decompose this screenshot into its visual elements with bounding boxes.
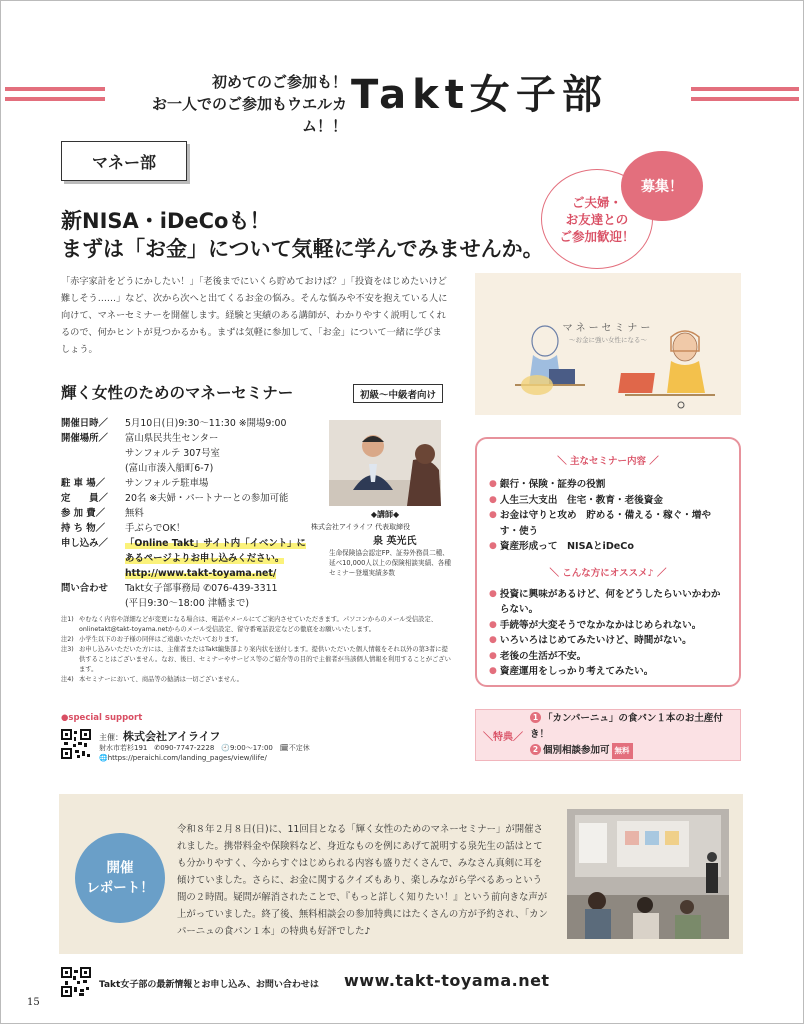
- headline-line-1: 新NISA・iDeCoも！: [61, 209, 271, 233]
- detail-label: 開催日時／: [61, 418, 108, 429]
- seminar-title: 輝く女性のためのマネーセミナー: [61, 384, 294, 402]
- note-prefix: 注3): [61, 646, 74, 653]
- detail-label: 定 員／: [61, 493, 108, 504]
- list-item: [489, 633, 727, 649]
- host-url[interactable]: 🌐https://peraichi.com/landing_pages/view/ilife/: [99, 754, 267, 762]
- note-prefix: 注2): [61, 636, 74, 643]
- note-text: やむなく内容や詳細などが変更になる場合は、電話やメールにてご案内させていただきます。パソコンからのメール受信設定、onlinetakt@takt-toyama.netからのメール受信設定、留守番電話設定などの徹底をお願いいたします。: [79, 616, 438, 633]
- report-photo: [567, 809, 729, 939]
- detail-label: 問い合わせ: [61, 583, 108, 594]
- host-contact: 射水市若杉191 ✆090-7747-2228 🕘9:00～17:00 🗓不定休: [99, 744, 310, 752]
- bonus-item-text: 「カンパーニュ」の食パン１本のお土産付き！: [530, 713, 723, 740]
- header-stripe-left: [5, 87, 105, 101]
- report-badge-line: レポート！: [86, 880, 154, 896]
- note-text: 小学生以下のお子様の同伴はご遠慮いただいております。: [79, 636, 243, 643]
- header-subtitle-1: 初めてのご参加も！: [211, 73, 347, 91]
- report-badge-line: 開催: [106, 860, 134, 876]
- list-item-text: 人生三大支出 住宅・教育・老後資金: [499, 494, 663, 506]
- intro-paragraph: 「赤字家計をどうにかしたい！」「老後までにいくら貯めておけば？」「投資をはじめたいけど難しそう……」など、次から次へと出てくるお金の悩み。そんな悩みや不安を抱えている人に向けて、マネーセミナーを開催します。経験と実績のある講師が、わかりやすく説明してくれるので、何かヒントが見つかるかも。まずは気軽に参加して、「お金」について一緒に学びましょう。: [61, 276, 448, 355]
- recruit-bubble: 募集！: [621, 151, 703, 221]
- bonus-label: ＼特典／: [483, 731, 523, 743]
- note-text: お申し込みいただいた方には、主催者またはTakt編集部より案内状を送付します。提供いただいた個人情報をそれ以外の第3者に提供することはございません。なお、後日、セミナーやサービス等のご紹介等の目的で主催者が当該個人情報を利用することがございます。: [79, 646, 451, 673]
- detail-contact: [61, 581, 331, 611]
- header-subtitle-2: お一人でのご参加もウエルカム！！: [151, 95, 347, 135]
- lecturer-name: 泉 英光氏: [373, 536, 417, 547]
- apply-text: 「Online Takt」サイト内「イベント」に: [125, 538, 306, 549]
- welcome-bubble-line: ご参加歓迎！: [559, 228, 635, 244]
- detail-label: 駐 車 場／: [61, 478, 106, 489]
- bonus-item-text: 個別相談参加可: [543, 745, 610, 756]
- list-item: [489, 477, 727, 493]
- detail-capacity: [61, 491, 331, 506]
- recommend-heading: ＼ こんな方にオススメ♪ ／: [549, 567, 667, 579]
- lecturer-bio: 生命保険協会認定FP、証券外務員二種、延べ10,000人以上の保険相談実績、各種セミナー登壇実績多数: [329, 549, 451, 577]
- list-item: [489, 618, 727, 634]
- lecturer-role: ◆講師◆: [370, 510, 400, 519]
- footer-text: Takt女子部の最新情報とお申し込み、お問い合わせは: [99, 980, 319, 990]
- page-title: Takt女子部: [351, 72, 608, 118]
- note-row: [61, 675, 453, 685]
- list-item-text: 銀行・保険・証券の役割: [499, 479, 606, 490]
- seminar-illustration: [475, 273, 741, 415]
- list-item-text: 老後の生活が不安。: [499, 650, 587, 662]
- report-text: 令和８年２月８日(日)に、11回目となる「輝く女性のためのマネーセミナー」が開催されました。携帯料金や保険料など、身近なものを例にあげて説明する泉先生の話はとても分かりやすく、今からすぐはじめられる内容も盛りだくさんで、みなさん真剣に耳を傾けていました。さらに、お金に関するクイズもあり、楽しみながら学べるあっという間の２時間。疑問が解消されたことで、『もっと詳しく知りたい！』という前向きな声が上がっていました。終了後、無料相談会の参加特典にはたくさんの方が予約され、「カンパーニュの食パン１本」の特典も好評でした♪: [177, 824, 548, 937]
- footer-url-link[interactable]: www.takt-toyama.net: [344, 971, 550, 990]
- note-prefix: 注1): [61, 616, 74, 623]
- illustration-subtitle: ～お金に強い女性になる～: [569, 336, 647, 344]
- detail-bring: [61, 521, 331, 536]
- bullet-icon: ●: [489, 541, 497, 551]
- detail-value: 手ぶらでOK！: [125, 523, 186, 534]
- list-item: [489, 539, 727, 555]
- bonus-item: [530, 711, 740, 743]
- content-heading: ＼ 主なセミナー内容 ／: [557, 456, 659, 467]
- welcome-bubble-line: ご夫婦・: [571, 194, 622, 210]
- list-item: [489, 587, 727, 618]
- welcome-bubble-line: お友達との: [565, 211, 629, 227]
- special-support-label: ●special support: [61, 713, 143, 723]
- detail-venue: [61, 431, 331, 476]
- list-item: [489, 508, 727, 539]
- note-text: 本セミナーにおいて、商品等の勧誘は一切ございません。: [79, 676, 243, 683]
- apply-link[interactable]: http://www.takt-toyama.net/: [125, 568, 277, 579]
- host-name: 株式会社アイライフ: [123, 730, 221, 743]
- note-row: [61, 615, 453, 635]
- note-row: [61, 645, 453, 675]
- bullet-icon: ●: [489, 479, 497, 489]
- lecturer-photo: [329, 420, 441, 506]
- detail-value: サンフォルテ 307号室: [125, 448, 220, 459]
- note-prefix: 注4): [61, 676, 74, 683]
- bullet-icon: ●: [489, 666, 497, 676]
- level-badge: 初級～中級者向け: [353, 384, 443, 403]
- bullet-icon: ●: [489, 588, 497, 599]
- detail-label: 申し込み／: [61, 538, 108, 549]
- list-item-text: 投資に興味があるけど、何をどうしたらいいかわからない。: [499, 588, 721, 615]
- free-badge: 無料: [612, 743, 633, 759]
- seminar-details: [61, 416, 331, 611]
- bullet-icon: ●: [489, 635, 497, 645]
- detail-label: 開催場所／: [61, 433, 108, 444]
- detail-parking: [61, 476, 331, 491]
- detail-label: 参 加 費／: [61, 508, 106, 519]
- page-number: 15: [27, 997, 40, 1008]
- detail-date: [61, 416, 331, 431]
- number-1-icon: 1: [530, 712, 541, 723]
- list-item: [489, 493, 727, 509]
- lecturer-org: 株式会社アイライフ 代表取締役: [311, 523, 411, 531]
- host-line: [99, 728, 220, 744]
- detail-value: サンフォルテ駐車場: [125, 478, 209, 489]
- bullet-icon: ●: [489, 510, 497, 520]
- bullet-icon: ●: [489, 494, 497, 505]
- contact-value: Takt女子部事務局 ✆076-439-3311: [125, 583, 278, 594]
- women-with-laptops-illustration: [475, 273, 741, 415]
- list-item-text: いろいろはじめてみたいけど、時間がない。: [499, 635, 692, 646]
- list-item-text: 手続等が大変そうでなかなかはじめられない。: [499, 619, 702, 631]
- lecturer-photo-image: [329, 420, 441, 506]
- illustration-title: マネーセミナー: [562, 323, 654, 334]
- seminar-content-box: [475, 437, 741, 687]
- number-2-icon: 2: [530, 744, 541, 755]
- report-badge: [75, 833, 165, 923]
- bonus-box: [475, 709, 741, 761]
- bullet-icon: ●: [489, 619, 497, 630]
- header-stripe-right: [691, 87, 799, 101]
- list-item-text: お金は守りと攻め 貯める・備える・稼ぐ・増やす・使う: [499, 510, 711, 537]
- footer-qr-code-icon[interactable]: [61, 967, 91, 997]
- contact-hours: (平日9:30～18:00 津幡まで): [125, 598, 249, 609]
- detail-apply: [61, 536, 331, 581]
- note-row: [61, 635, 453, 645]
- detail-label: 持 ち 物／: [61, 523, 106, 534]
- seminar-room-photo: [567, 809, 729, 939]
- detail-value: 無料: [125, 508, 144, 519]
- detail-value: (富山市湊入船町6-7): [125, 463, 214, 474]
- support-qr-code-icon[interactable]: [61, 729, 91, 759]
- list-item-text: 資産運用をしっかり考えてみたい。: [499, 666, 654, 677]
- list-item-text: 資産形成って NISAとiDeCo: [499, 541, 634, 552]
- bullet-icon: ●: [489, 650, 497, 661]
- detail-value: 富山県民共生センター: [125, 433, 219, 444]
- apply-text: あるページよりお申し込みください。: [125, 553, 285, 564]
- section-tag: マネー部: [61, 141, 187, 181]
- detail-fee: [61, 506, 331, 521]
- list-item: [489, 649, 727, 665]
- host-prefix: 主催：: [99, 733, 123, 742]
- detail-value: 5月10日(日)9:30～11:30 ※開場9:00: [125, 418, 287, 429]
- list-item: [489, 664, 727, 680]
- bonus-item: [530, 743, 740, 759]
- notes: [61, 615, 453, 685]
- detail-value: 20名 ※夫婦・パートナーとの参加可能: [125, 493, 289, 504]
- headline-line-2: まずは「お金」について気軽に学んでみませんか。: [61, 237, 544, 261]
